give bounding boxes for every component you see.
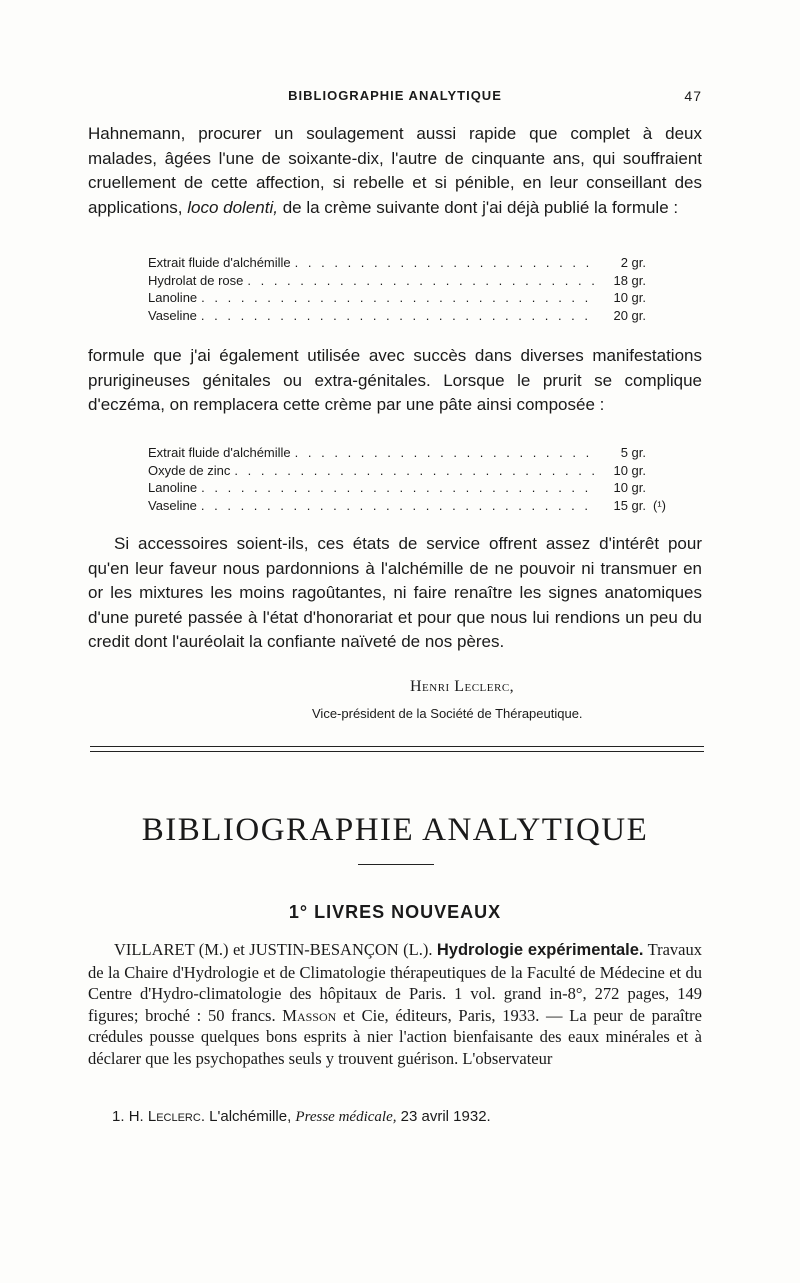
recipe-row bbox=[148, 272, 646, 290]
section-divider-bottom bbox=[90, 751, 704, 752]
entry-authors: VILLARET (M.) et JUSTIN-BESANÇON (L.). bbox=[114, 940, 437, 959]
section-title: BIBLIOGRAPHIE ANALYTIQUE bbox=[141, 812, 649, 848]
section-divider-top bbox=[90, 746, 704, 747]
title-underline bbox=[358, 864, 434, 865]
paragraph-1-italic: loco dolenti, bbox=[187, 197, 278, 217]
ingredient-name: Hydrolat de rose bbox=[148, 272, 244, 288]
footnote-journal: Presse médicale, bbox=[295, 1109, 397, 1125]
running-header bbox=[88, 88, 702, 110]
ingredient-quantity: 10 gr. bbox=[613, 480, 646, 495]
author-signature: Henri Leclerc, bbox=[410, 678, 515, 695]
ingredient-quantity: 10 gr. bbox=[613, 462, 646, 478]
ingredient-quantity: 5 gr. bbox=[620, 445, 646, 460]
paragraph-1 bbox=[88, 122, 702, 220]
ingredient-name: Lanoline bbox=[148, 480, 198, 495]
entry-text-b: et Cie, éditeurs, Paris, 1933. — La peur de paraître crédules pousse quelques bons esprits à nier l'action bienfaisante des eaux minérales et à déclarer que les psychopathes seuls y trouvent guérison. L'observateur bbox=[88, 1005, 703, 1068]
entry-publisher: Masson bbox=[282, 1005, 337, 1025]
footnote-text-a: L'alchémille, bbox=[205, 1108, 296, 1125]
recipe-row bbox=[148, 307, 646, 325]
entry-text-a: Travaux de la Chaire d'Hydrologie et de Climatologie thérapeutiques de la Faculté de Médecine et du Centre d'Hydro-climatologie des hôpitaux de Paris. 1 vol. grand in-8°, 272 pages, 149 figures; broché : 50 francs. bbox=[88, 940, 702, 1025]
running-title: BIBLIOGRAPHIE ANALYTIQUE bbox=[288, 88, 502, 103]
recipe-cream bbox=[148, 254, 646, 324]
footnote-marker[interactable]: (¹) bbox=[653, 497, 666, 513]
ingredient-quantity: 20 gr. bbox=[613, 307, 646, 323]
recipe-row bbox=[148, 289, 646, 307]
recipe-row bbox=[148, 444, 646, 462]
recipe-row bbox=[148, 497, 666, 515]
footnote-text-b: 23 avril 1932. bbox=[396, 1108, 491, 1125]
page-number: 47 bbox=[684, 88, 702, 104]
recipe-row bbox=[148, 479, 646, 497]
author-affiliation: Vice-président de la Société de Thérapeutique. bbox=[312, 706, 583, 721]
book-review-entry bbox=[88, 939, 702, 1069]
paragraph-1-text-a: Hahnemann, procurer un soulagement aussi rapide que complet à deux malades, âgées l'une de soixante-dix, l'autre de cinquante ans, qui souffraient cruellement de cette affection, si rebelle et si pénible, en leur conseillant des applications, bbox=[88, 124, 702, 217]
ingredient-name: Vaseline bbox=[148, 307, 197, 323]
ingredient-name: Extrait fluide d'alchémille bbox=[148, 445, 291, 460]
ingredient-quantity: 10 gr. bbox=[613, 290, 646, 305]
footnote bbox=[112, 1108, 491, 1126]
paragraph-3: Si accessoires soient-ils, ces états de service offrent assez d'intérêt pour qu'en leur faveur nous pardonnions à l'alchémille de ne pouvoir ni transmuer en or les mixtures les moins ragoûtantes, ni faire renaître les signes anatomiques d'une pureté passée à l'état d'honorariat et pour que nous lui rendions un peu du credit dont l'auréolait la confiante naïveté de nos pères. bbox=[88, 534, 702, 651]
subsection-title: 1° LIVRES NOUVEAUX bbox=[288, 902, 502, 922]
ingredient-name: Oxyde de zinc bbox=[148, 462, 231, 478]
ingredient-name: Extrait fluide d'alchémille bbox=[148, 255, 291, 270]
paragraph-2: formule que j'ai également utilisée avec succès dans diverses manifestations prurigineuses génitales ou extra-génitales. Lorsque le prurit se complique d'eczéma, on remplacera cette crème par une pâte ainsi composée : bbox=[88, 346, 702, 414]
paragraph-1-text-b: de la crème suivante dont j'ai déjà publié la formule : bbox=[277, 197, 679, 217]
ingredient-name: Vaseline bbox=[148, 497, 197, 513]
footnote-number: 1. bbox=[112, 1108, 125, 1125]
entry-book-title: Hydrologie expérimentale. bbox=[436, 941, 644, 959]
recipe-row bbox=[148, 462, 646, 480]
recipe-row bbox=[148, 254, 646, 272]
ingredient-quantity: 15 gr. bbox=[613, 497, 646, 513]
ingredient-quantity: 2 gr. bbox=[620, 255, 646, 270]
recipe-paste bbox=[148, 444, 666, 514]
ingredient-quantity: 18 gr. bbox=[613, 272, 646, 288]
footnote-author: H. Leclerc. bbox=[128, 1108, 205, 1125]
ingredient-name: Lanoline bbox=[148, 290, 198, 305]
